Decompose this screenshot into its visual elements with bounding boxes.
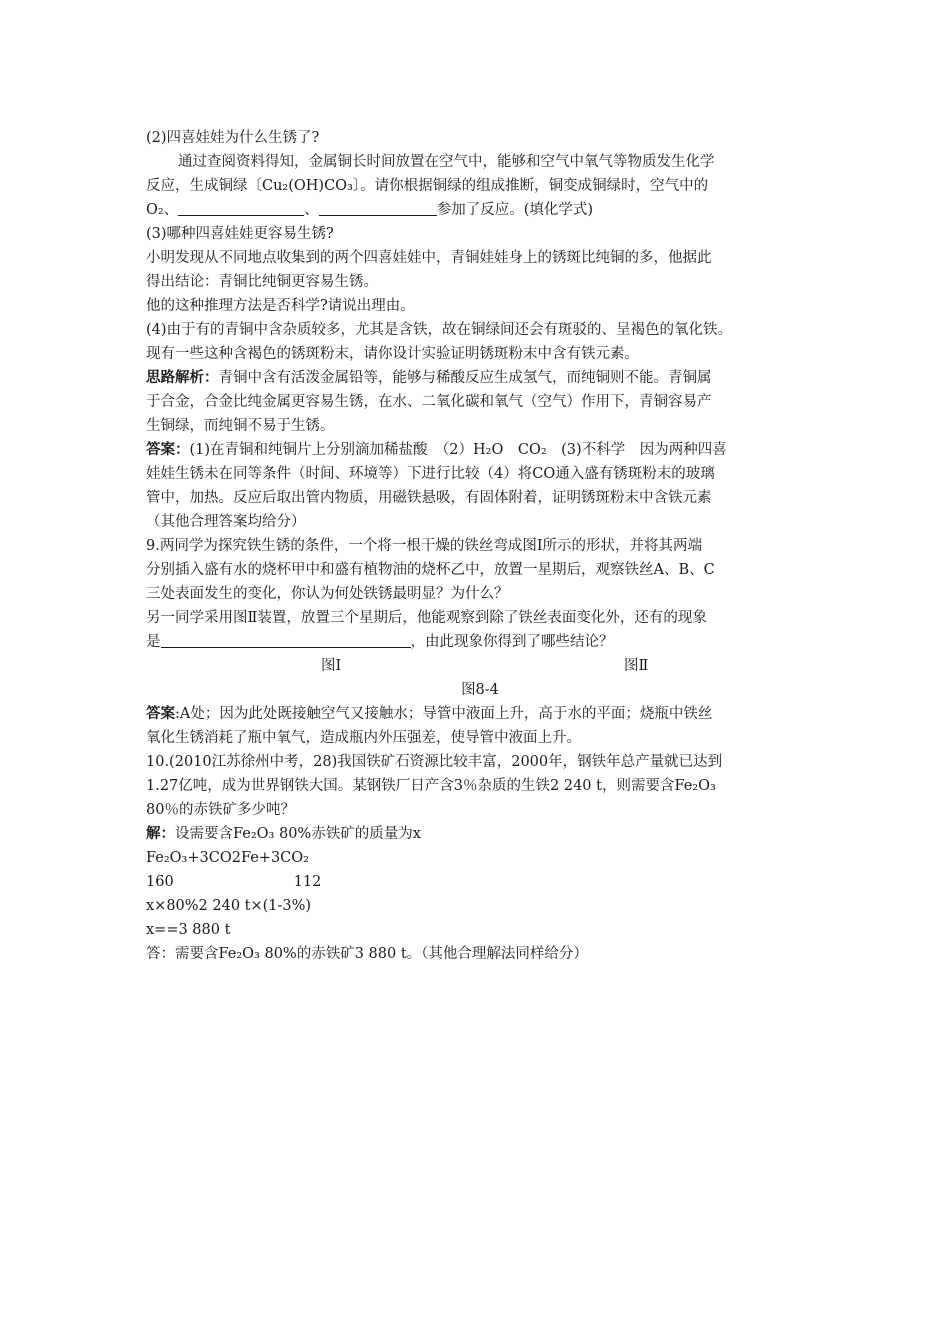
answer-text-1: (1)在青铜和纯铜片上分别滴加稀盐酸 （2）H₂O CO₂ (3)不科学 因为两种四喜 (189, 442, 727, 458)
answer9-text-1: :A处；因为此处既接触空气又接触水；导管中液面上升，高于水的平面；烧瓶中铁丝 (175, 706, 713, 722)
analysis-text-1: 青铜中含有活泼金属铅等，能够与稀酸反应生成氢气，而纯铜则不能。青铜属 (218, 370, 712, 386)
equation-line-2 (146, 870, 814, 894)
q3-title: (3)哪种四喜娃娃更容易生锈? (146, 226, 334, 242)
molar-mass-fe2o3: 160 (146, 874, 174, 890)
equation-line-1: Fe₂O₃+3CO2Fe+3CO₂ (146, 850, 309, 866)
q4-text-line-1: (4)由于有的青铜中含杂质较多，尤其是含铁，故在铜绿间还会有斑驳的、呈褐色的氧化铁。 (146, 322, 733, 338)
q3-text-line-1: 小明发现从不同地点收集到的两个四喜娃娃中，青铜娃娃身上的锈斑比纯铜的多，他据此 (146, 250, 712, 266)
q2-text-line-1: 通过查阅资料得知，金属铜长时间放置在空气中，能够和空气中氧气等物质发生化学 (178, 154, 715, 170)
q9-line-5 (146, 630, 814, 654)
q2-title: (2)四喜娃娃为什么生锈了? (146, 130, 320, 146)
molar-mass-fe: 112 (293, 874, 322, 890)
answer-line-1 (146, 438, 814, 462)
document-page (146, 126, 814, 966)
q9-line-1: 9.两同学为探究铁生锈的条件，一个将一根干燥的铁丝弯成图Ⅰ所示的形状，并将其两端 (146, 538, 703, 554)
analysis-line-3: 生铜绿，而纯铜不易于生锈。 (146, 418, 335, 434)
q9-line-4: 另一同学采用图Ⅱ装置，放置三个星期后，他能观察到除了铁丝表面变化外，还有的现象 (146, 610, 707, 626)
q2-separator: 、 (304, 202, 319, 218)
analysis-line-2: 于合金，合金比纯金属更容易生锈，在水、二氧化碳和氧气（空气）作用下，青铜容易产 (146, 394, 712, 410)
q3-text-line-3: 他的这种推理方法是否科学?请说出理由。 (146, 298, 415, 314)
equation-line-4: x==3 880 t (146, 922, 231, 938)
q2-suffix: 参加了反应。(填化学式) (436, 202, 594, 218)
solution-text-1: 设需要含Fe₂O₃ 80%赤铁矿的质量为x (175, 826, 421, 842)
q10-line-3: 80％的赤铁矿多少吨？ (146, 802, 295, 818)
q9-line-3: 三处表面发生的变化，你认为何处铁锈最明显？为什么？ (146, 586, 509, 602)
answer-blank-3[interactable] (161, 632, 411, 648)
analysis-label: 思路解析： (146, 369, 219, 386)
answer-blank-1[interactable] (178, 200, 304, 216)
q3-text-line-2: 得出结论：青铜比纯铜更容易生锈。 (146, 274, 378, 290)
q2-text-line-2: 反应，生成铜绿〔Cu₂(OH)CO₃〕。请你根据铜绿的组成推断，铜变成铜绿时，空气中的 (146, 178, 709, 194)
q10-line-1: 10.(2010江苏徐州中考，28)我国铁矿石资源比较丰富，2000年，钢铁年总产量就已达到 (146, 754, 723, 770)
answer-line-2: 娃娃生锈未在同等条件（时间、环境等）下进行比较（4）将CO通入盛有锈斑粉末的玻璃 (146, 466, 715, 482)
equation-line-3: x×80%2 240 t×(1-3%) (146, 898, 312, 914)
figure-caption: 图8-4 (461, 682, 499, 698)
final-answer: 答：需要含Fe₂O₃ 80%的赤铁矿3 880 t。（其他合理解法同样给分） (146, 946, 588, 962)
solution-label: 解： (146, 825, 175, 842)
q9-suffix: ，由此现象你得到了哪些结论？ (410, 634, 614, 650)
q2-text-line-3 (146, 198, 814, 222)
answer9-line-2: 氧化生锈消耗了瓶中氧气，造成瓶内外压强差，使导管中液面上升。 (146, 730, 581, 746)
q9-prefix: 是 (146, 634, 161, 650)
figure-labels-row (146, 654, 814, 678)
q2-o2: O₂、 (146, 202, 179, 218)
q4-text-line-2: 现有一些这种含褐色的锈斑粉末，请你设计实验证明锈斑粉末中含有铁元素。 (146, 346, 639, 362)
solution-line-1 (146, 822, 814, 846)
answer9-line-1 (146, 702, 814, 726)
figure-1-label: 图Ⅰ (321, 658, 342, 674)
answer-blank-2[interactable] (319, 200, 437, 216)
answer-line-3: 管中，加热。反应后取出管内物质，用磁铁悬吸，有固体附着，证明锈斑粉末中含铁元素 (146, 490, 712, 506)
figure-2-label: 图Ⅱ (624, 658, 649, 674)
answer9-label: 答案 (146, 705, 175, 722)
q10-line-2: 1.27亿吨，成为世界钢铁大国。某钢铁厂日产含3％杂质的生铁2 240 t，则需要含Fe₂O₃ (146, 778, 716, 794)
q9-line-2: 分别插入盛有水的烧杯甲中和盛有植物油的烧杯乙中，放置一星期后，观察铁丝A、B、C (146, 562, 715, 578)
analysis-line-1 (146, 366, 814, 390)
answer-label: 答案： (146, 441, 190, 458)
answer-line-4: （其他合理答案均给分） (146, 514, 306, 530)
